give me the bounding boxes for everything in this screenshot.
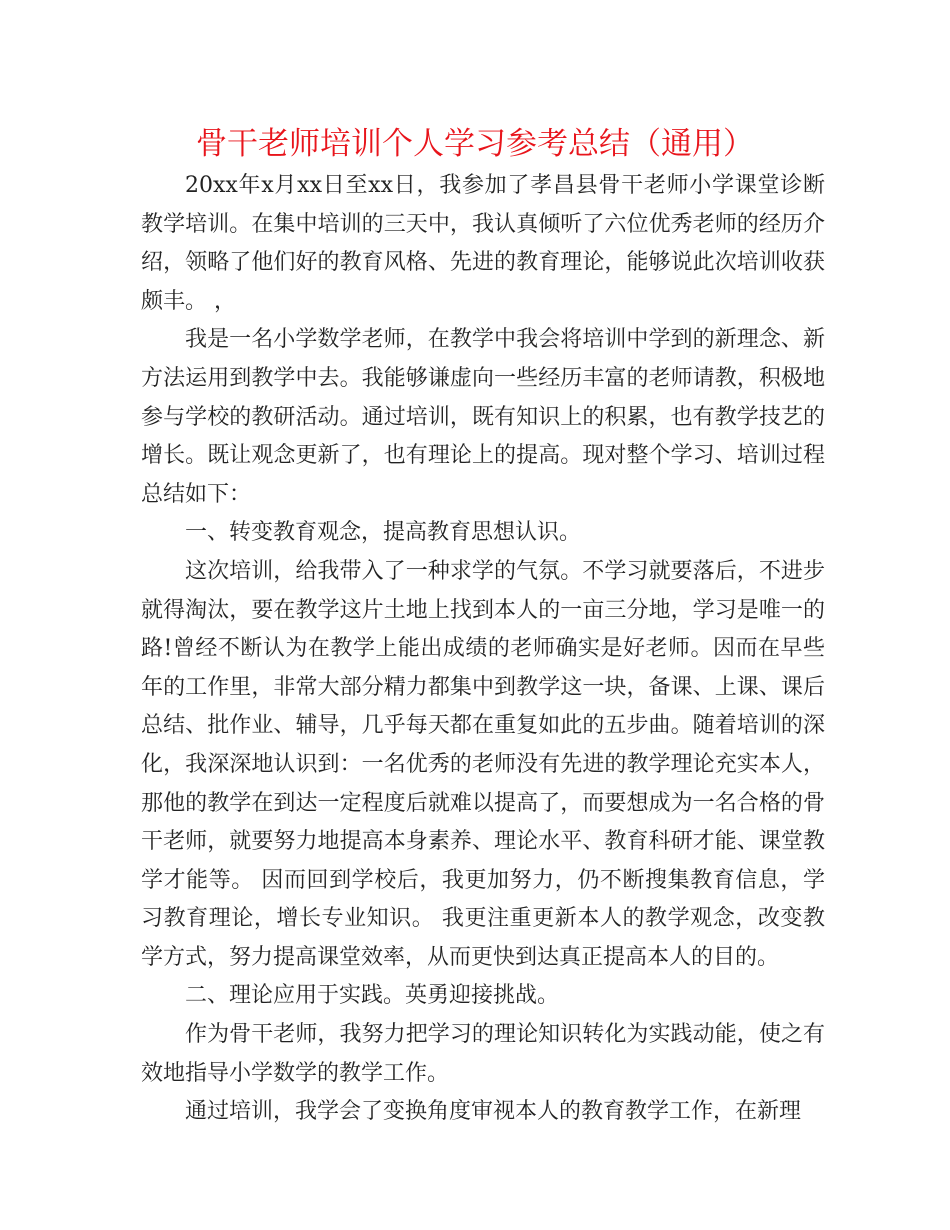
paragraph-1: 20xx年x月xx日至xx日，我参加了孝昌县骨干老师小学课堂诊断教学培训。在集中培训的三天中，我认真倾听了六位优秀老师的经历介绍，领略了他们好的教育风格、先进的教育理论，能够说此次培训收获颇丰。 ， bbox=[141, 173, 825, 314]
document-title: 骨干老师培训个人学习参考总结（通用） bbox=[196, 126, 754, 162]
document-body bbox=[141, 167, 825, 1132]
section-heading-2: 二、理论应用于实践。英勇迎接挑战。 bbox=[185, 983, 560, 1009]
paragraph-4: 作为骨干老师，我努力把学习的理论知识转化为实践动能，使之有效地指导小学数学的教学工作。 bbox=[141, 1022, 825, 1086]
paragraph-3: 这次培训，给我带入了一种求学的气氛。不学习就要落后，不进步就得淘汰，要在教学这片土地上找到本人的一亩三分地，学习是唯一的路!曾经不断认为在教学上能出成绩的老师确实是好老师。因而在早些年的工作里，非常大部分精力都集中到教学这一块，备课、上课、课后总结、批作业、辅导，几乎每天都在重复如此的五步曲。随着培训的深化，我深深地认识到：一名优秀的老师没有先进的教学理论充实本人，那他的教学在到达一定程度后就难以提高了，而要想成为一名合格的骨干老师，就要努力地提高本身素养、理论水平、教育科研才能、课堂教学才能等。 因而回到学校后，我更加努力，仍不断搜集教育信息，学习教育理论，增长专业知识。 我更注重更新本人的教学观念，改变教学方式，努力提高课堂效率，从而更快到达真正提高本人的目的。 bbox=[141, 558, 825, 970]
section-heading-1: 一、转变教育观念，提高教育思想认识。 bbox=[185, 520, 582, 546]
paragraph-5: 通过培训，我学会了变换角度审视本人的教育教学工作，在新理 bbox=[185, 1099, 802, 1125]
paragraph-2: 我是一名小学数学老师，在教学中我会将培训中学到的新理念、新方法运用到教学中去。我能够谦虚向一些经历丰富的老师请教，积极地参与学校的教研活动。通过培训，既有知识上的积累，也有教学技艺的增长。既让观念更新了，也有理论上的提高。现对整个学习、培训过程总结如下： bbox=[141, 327, 825, 507]
